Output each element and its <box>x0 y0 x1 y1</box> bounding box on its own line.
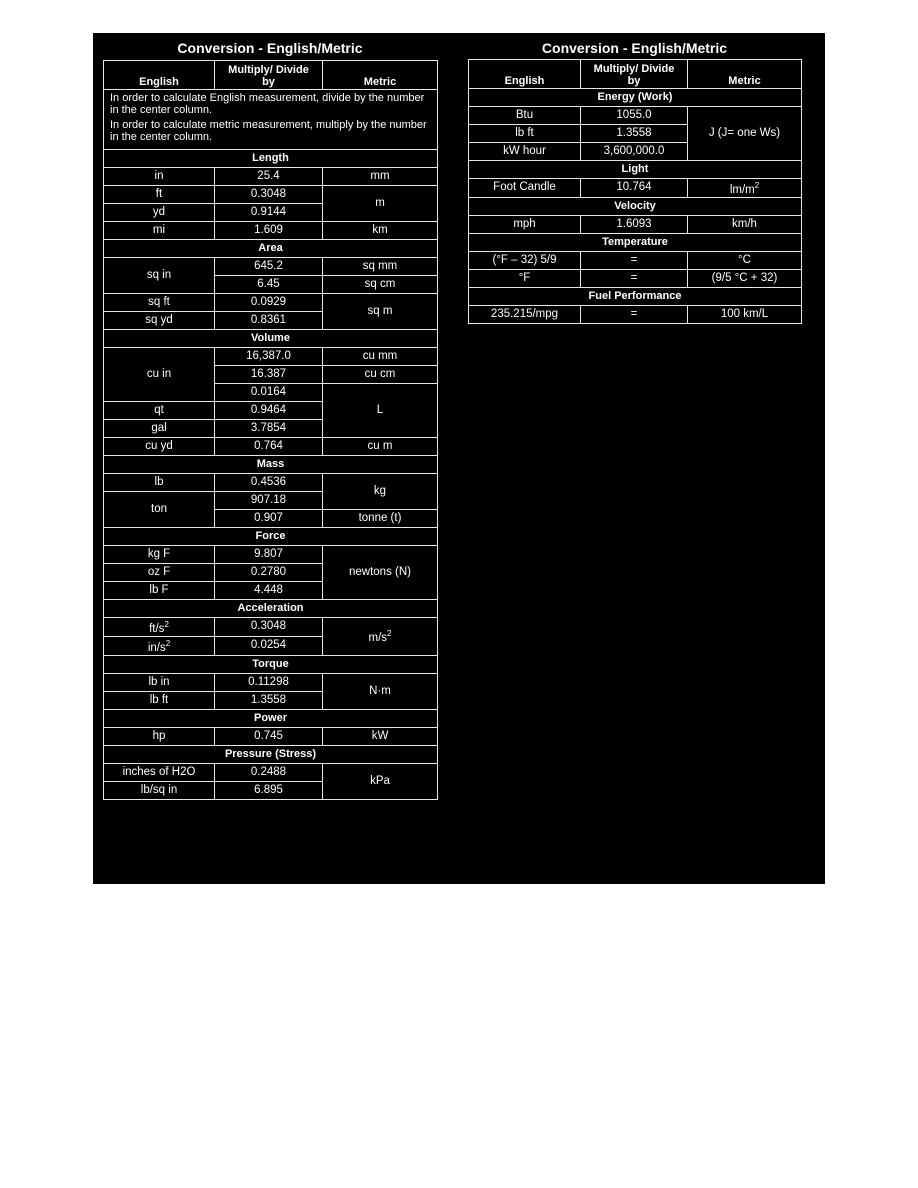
section-length: Length <box>104 150 438 168</box>
factor-sq-in-cm: 6.45 <box>215 276 323 294</box>
factor-inches-h2o: 0.2488 <box>215 763 323 781</box>
unit-lb-ft: lb ft <box>104 691 215 709</box>
section-pressure: Pressure (Stress) <box>104 745 438 763</box>
instructions-note <box>104 90 438 150</box>
unit-qt: qt <box>104 402 215 420</box>
factor-cu-in-l: 0.0164 <box>215 384 323 402</box>
unit-cu-m: cu m <box>323 438 438 456</box>
table-row <box>104 474 438 492</box>
factor-ton-kg: 907.18 <box>215 492 323 510</box>
table-row <box>104 186 438 204</box>
factor-hp: 0.745 <box>215 727 323 745</box>
col-metric: Metric <box>688 60 802 89</box>
unit-sq-cm: sq cm <box>323 276 438 294</box>
unit-mph: mph <box>469 215 581 233</box>
table-row <box>104 168 438 186</box>
unit-kpa: kPa <box>323 763 438 799</box>
factor-lb-ft: 1.3558 <box>215 691 323 709</box>
unit-cu-cm: cu cm <box>323 366 438 384</box>
unit-lm-m2: $lm/m^2$ <box>688 179 802 198</box>
unit-sq-mm: sq mm <box>323 258 438 276</box>
unit-celsius: °C <box>688 251 802 269</box>
factor-sq-in-mm: 645.2 <box>215 258 323 276</box>
unit-btu: Btu <box>469 107 581 125</box>
col-multiply-divide: Multiply/ Divide by <box>581 60 688 89</box>
unit-km-l: 100 km/L <box>688 305 802 323</box>
factor-cu-in-mm: 16,387.0 <box>215 348 323 366</box>
unit-yd: yd <box>104 204 215 222</box>
table-row <box>469 215 802 233</box>
unit-ton: ton <box>104 492 215 528</box>
unit-m: m <box>323 186 438 222</box>
table-row <box>104 618 438 637</box>
unit-tonne: tonne (t) <box>323 510 438 528</box>
section-velocity: Velocity <box>469 197 802 215</box>
section-fuel: Fuel Performance <box>469 287 802 305</box>
factor-sq-ft: 0.0929 <box>215 294 323 312</box>
unit-foot-candle: Foot Candle <box>469 179 581 198</box>
unit-cu-yd: cu yd <box>104 438 215 456</box>
unit-newtons: newtons (N) <box>323 546 438 600</box>
section-light: Light <box>469 161 802 179</box>
unit-ft-s2: $ft/s^2$ <box>104 618 215 637</box>
factor-qt: 0.9464 <box>215 402 323 420</box>
equals-3: = <box>581 305 688 323</box>
col-english: English <box>104 61 215 90</box>
unit-lb-in: lb in <box>104 673 215 691</box>
equals-1: = <box>581 251 688 269</box>
unit-sq-in: sq in <box>104 258 215 294</box>
unit-kg-f: kg F <box>104 546 215 564</box>
section-area: Area <box>104 240 438 258</box>
unit-mpg: 235.215/mpg <box>469 305 581 323</box>
unit-liter: L <box>323 384 438 438</box>
section-volume: Volume <box>104 330 438 348</box>
section-mass: Mass <box>104 456 438 474</box>
factor-foot-candle: 10.764 <box>581 179 688 198</box>
factor-gal: 3.7854 <box>215 420 323 438</box>
unit-in: in <box>104 168 215 186</box>
unit-sq-m: sq m <box>323 294 438 330</box>
factor-lb-in: 0.11298 <box>215 673 323 691</box>
unit-km: km <box>323 222 438 240</box>
unit-kg: kg <box>323 474 438 510</box>
unit-in-s2: $in/s^2$ <box>104 636 215 655</box>
header-row <box>104 61 438 90</box>
unit-lb-f: lb F <box>104 582 215 600</box>
section-energy: Energy (Work) <box>469 89 802 107</box>
factor-cu-in-cm: 16.387 <box>215 366 323 384</box>
table-row <box>104 294 438 312</box>
unit-lb-sq-in: lb/sq in <box>104 781 215 799</box>
factor-cu-yd: 0.764 <box>215 438 323 456</box>
left-conversion-table <box>103 60 438 800</box>
unit-kw-hour: kW hour <box>469 143 581 161</box>
equals-2: = <box>581 269 688 287</box>
factor-lb-f: 4.448 <box>215 582 323 600</box>
factor-mph: 1.6093 <box>581 215 688 233</box>
table-row <box>104 673 438 691</box>
unit-oz-f: oz F <box>104 564 215 582</box>
unit-newton-meter: N·m <box>323 673 438 709</box>
table-row <box>104 348 438 366</box>
section-power: Power <box>104 709 438 727</box>
unit-lb: lb <box>104 474 215 492</box>
unit-mm: mm <box>323 168 438 186</box>
factor-in: 25.4 <box>215 168 323 186</box>
section-acceleration: Acceleration <box>104 600 438 618</box>
unit-joule: J (J= one Ws) <box>688 107 802 161</box>
unit-ft: ft <box>104 186 215 204</box>
table-row <box>104 438 438 456</box>
unit-cu-mm: cu mm <box>323 348 438 366</box>
col-metric: Metric <box>323 61 438 90</box>
factor-ft: 0.3048 <box>215 186 323 204</box>
unit-m-s2: $m/s^2$ <box>323 618 438 656</box>
factor-btu: 1055.0 <box>581 107 688 125</box>
unit-fahrenheit: °F <box>469 269 581 287</box>
table-row <box>104 546 438 564</box>
right-title: Conversion - English/Metric <box>541 40 728 56</box>
factor-kg-f: 9.807 <box>215 546 323 564</box>
section-temperature: Temperature <box>469 233 802 251</box>
factor-kw-hour: 3,600,000.0 <box>581 143 688 161</box>
unit-mi: mi <box>104 222 215 240</box>
col-multiply-divide: Multiply/ Divide by <box>215 61 323 90</box>
factor-mi: 1.609 <box>215 222 323 240</box>
unit-gal: gal <box>104 420 215 438</box>
unit-kw: kW <box>323 727 438 745</box>
factor-in-s2: 0.0254 <box>215 636 323 655</box>
note-row <box>104 90 438 150</box>
section-torque: Torque <box>104 655 438 673</box>
col-english: English <box>469 60 581 89</box>
unit-cu-in: cu in <box>104 348 215 402</box>
factor-sq-yd: 0.8361 <box>215 312 323 330</box>
section-force: Force <box>104 528 438 546</box>
table-row <box>104 727 438 745</box>
factor-lb-sq-in: 6.895 <box>215 781 323 799</box>
table-row <box>469 269 802 287</box>
table-row <box>104 222 438 240</box>
note-english: In order to calculate English measurement, divide by the number in the center column. <box>110 92 425 116</box>
factor-lb-ft: 1.3558 <box>581 125 688 143</box>
unit-inches-h2o: inches of H2O <box>104 763 215 781</box>
formula-c-to-f: (9/5 °C + 32) <box>688 269 802 287</box>
factor-oz-f: 0.2780 <box>215 564 323 582</box>
unit-km-h: km/h <box>688 215 802 233</box>
unit-lb-ft: lb ft <box>469 125 581 143</box>
factor-ton-t: 0.907 <box>215 510 323 528</box>
factor-yd: 0.9144 <box>215 204 323 222</box>
right-conversion-table <box>468 59 802 324</box>
unit-hp: hp <box>104 727 215 745</box>
unit-sq-ft: sq ft <box>104 294 215 312</box>
header-row <box>469 60 802 89</box>
table-row <box>104 258 438 276</box>
note-metric: In order to calculate metric measurement, multiply by the number in the center column. <box>110 119 427 143</box>
table-row <box>104 763 438 781</box>
factor-ft-s2: 0.3048 <box>215 618 323 637</box>
conversion-sheet <box>93 33 825 884</box>
table-row <box>469 305 802 323</box>
factor-lb: 0.4536 <box>215 474 323 492</box>
formula-f-to-c: (°F – 32) 5/9 <box>469 251 581 269</box>
table-row <box>469 179 802 198</box>
unit-sq-yd: sq yd <box>104 312 215 330</box>
table-row <box>469 107 802 125</box>
table-row <box>469 251 802 269</box>
left-title: Conversion - English/Metric <box>177 40 363 56</box>
